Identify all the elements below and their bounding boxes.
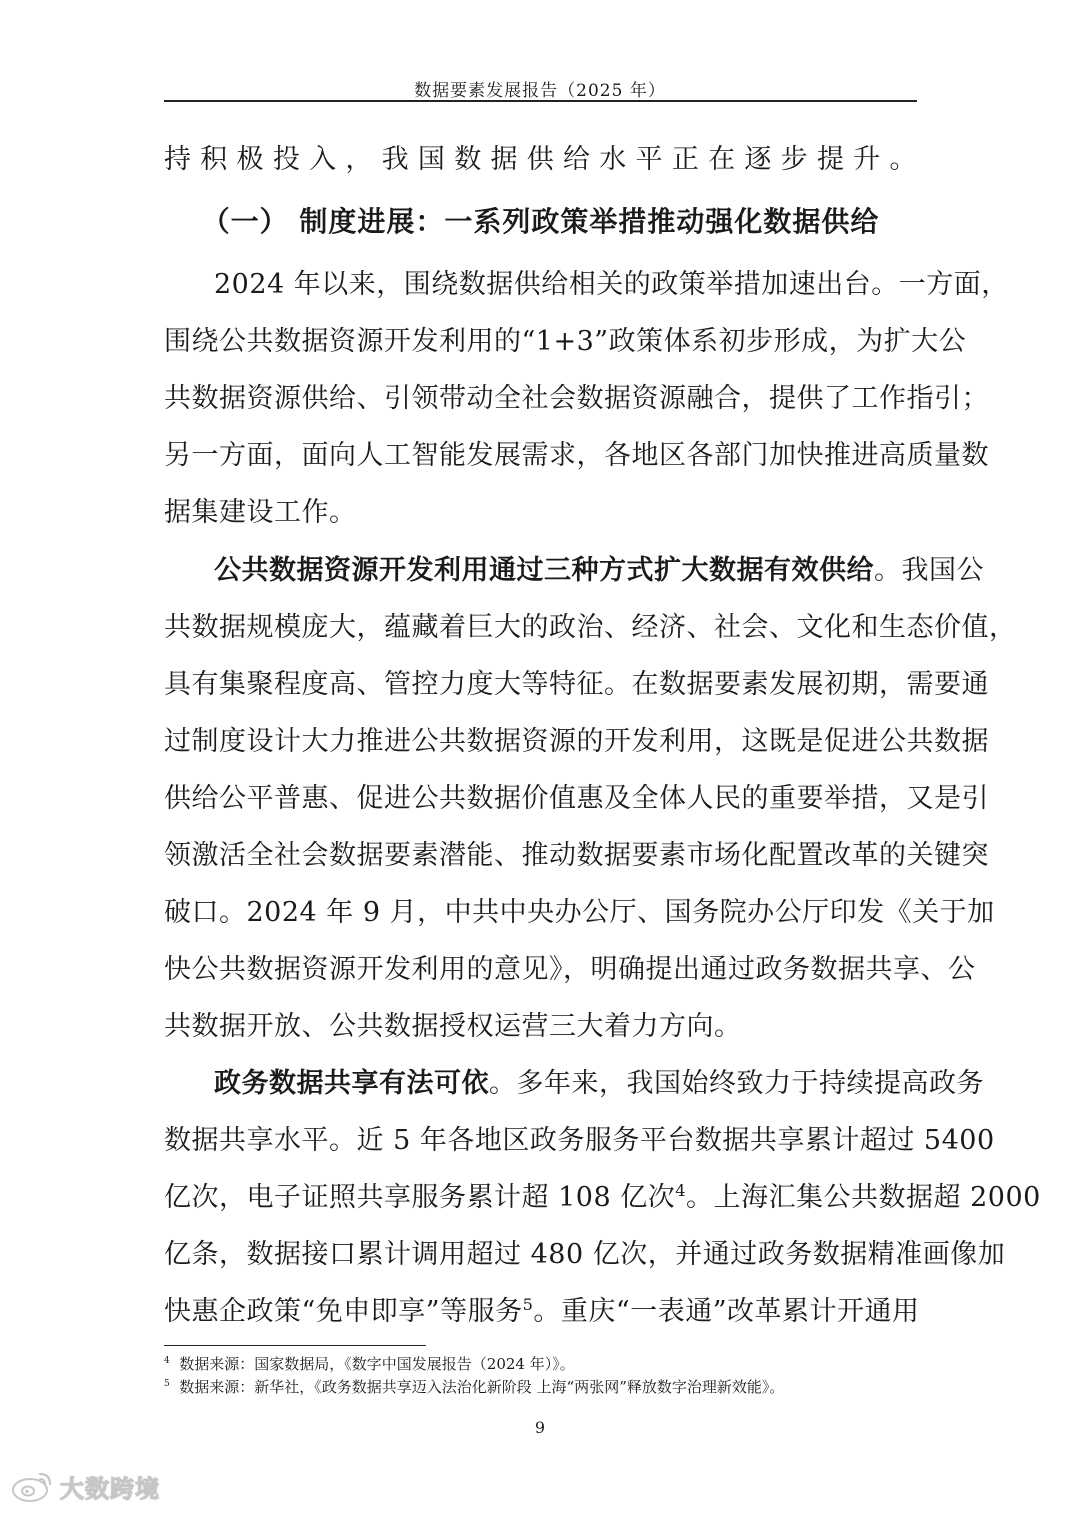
- body-line: [214, 1064, 984, 1104]
- body-line: 另一方面，面向人工智能发展需求，各地区各部门加快推进高质量数: [164, 440, 989, 471]
- footnote-5: [164, 1376, 924, 1398]
- footnote-mark: 5: [164, 1379, 170, 1389]
- text-run: 。上海汇集公共数据超 2000: [686, 1182, 1041, 1213]
- body-line: 共数据规模庞大，蕴藏着巨大的政治、经济、社会、文化和生态价值，: [164, 612, 1017, 643]
- body-line: 数据共享水平。近 5 年各地区政务服务平台数据共享累计超过 5400: [164, 1125, 995, 1156]
- body-line: 2024 年以来，围绕数据供给相关的政策举措加速出台。一方面，: [214, 269, 1009, 300]
- body-line: 围绕公共数据资源开发利用的“1+3”政策体系初步形成，为扩大公: [164, 326, 967, 357]
- lead-rest: 。我国公: [874, 555, 984, 586]
- running-header: 数据要素发展报告（2025 年）: [414, 81, 666, 101]
- body-line: 共数据开放、公共数据授权运营三大着力方向。: [164, 1011, 742, 1042]
- footnote-ref[interactable]: 5: [522, 1295, 534, 1314]
- text-run: 亿次，电子证照共享服务累计超 108 亿次: [164, 1182, 676, 1213]
- body-line: [164, 1292, 920, 1332]
- weibo-logo-icon: [10, 1468, 54, 1504]
- page-number: 9: [534, 1418, 546, 1437]
- body-line: 持积极投入，我国数据供给水平正在逐步提升。: [164, 144, 917, 175]
- text-run: 。重庆“一表通”改革累计开通用: [533, 1296, 920, 1327]
- bold-lead: 政务数据共享有法可依: [214, 1068, 489, 1099]
- body-line: 亿条，数据接口累计调用超过 480 亿次，并通过政务数据精准画像加: [164, 1239, 1006, 1270]
- body-line: 具有集聚程度高、管控力度大等特征。在数据要素发展初期，需要通: [164, 669, 989, 700]
- footnote-mark: 4: [164, 1356, 170, 1366]
- bold-lead: 公共数据资源开发利用通过三种方式扩大数据有效供给: [214, 555, 874, 586]
- lead-rest: 。多年来，我国始终致力于持续提高政务: [489, 1068, 984, 1099]
- footnote-text: 数据来源：国家数据局，《数字中国发展报告（2024 年）》。: [179, 1355, 575, 1373]
- footnote-ref[interactable]: 4: [675, 1181, 687, 1200]
- footnote-text: 数据来源：新华社，《政务数据共享迈入法治化新阶段 上海“两张网”释放数字治理新效能》。: [179, 1378, 785, 1396]
- body-line: 供给公平普惠、促进公共数据价值惠及全体人民的重要举措，又是引: [164, 783, 989, 814]
- body-line: [214, 551, 984, 591]
- body-line: 领激活全社会数据要素潜能、推动数据要素市场化配置改革的关键突: [164, 840, 989, 871]
- header-rule: [164, 100, 917, 102]
- watermark: [10, 1468, 160, 1504]
- body-line: 破口。2024 年 9 月，中共中央办公厅、国务院办公厅印发《关于加: [164, 897, 995, 928]
- body-line: [164, 1178, 1041, 1218]
- footnote-4: [164, 1353, 924, 1375]
- body-line: 快公共数据资源开发利用的意见》，明确提出通过政务数据共享、公: [164, 954, 976, 985]
- text-run: 快惠企政策“免申即享”等服务: [164, 1296, 523, 1327]
- body-line: 据集建设工作。: [164, 497, 357, 528]
- body-line: 共数据资源供给、引领带动全社会数据资源融合，提供了工作指引；: [164, 383, 989, 414]
- watermark-text: 大数跨境: [60, 1474, 160, 1503]
- section-heading: （一） 制度进展：一系列政策举措推动强化数据供给: [201, 205, 880, 238]
- footnote-rule: [164, 1345, 426, 1346]
- body-line: 过制度设计大力推进公共数据资源的开发利用，这既是促进公共数据: [164, 726, 989, 757]
